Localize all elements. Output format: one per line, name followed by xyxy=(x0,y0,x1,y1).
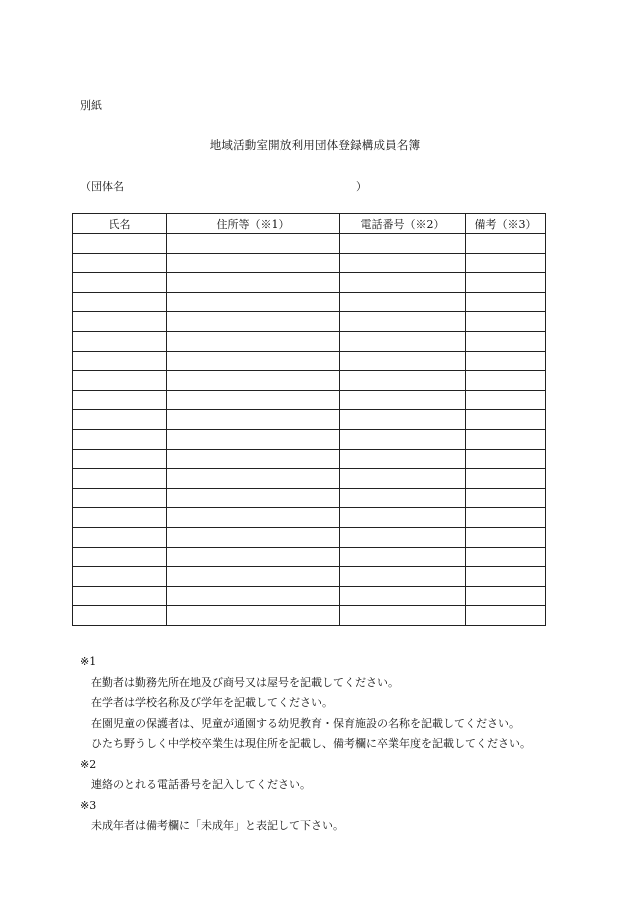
cell-notes[interactable] xyxy=(466,488,546,508)
footnote-text: 連絡のとれる電話番号を記入してください。 xyxy=(91,778,311,791)
table-row xyxy=(73,351,546,371)
cell-notes[interactable] xyxy=(466,292,546,312)
table-body xyxy=(73,234,546,626)
cell-name[interactable] xyxy=(73,488,167,508)
cell-name[interactable] xyxy=(73,273,167,293)
cell-phone[interactable] xyxy=(340,469,466,489)
cell-phone[interactable] xyxy=(340,527,466,547)
cell-notes[interactable] xyxy=(466,429,546,449)
cell-name[interactable] xyxy=(73,547,167,567)
cell-address[interactable] xyxy=(167,390,340,410)
header-name: 氏名 xyxy=(73,214,167,234)
header-phone: 電話番号（※2） xyxy=(340,214,466,234)
table-row xyxy=(73,234,546,254)
table-row xyxy=(73,449,546,469)
cell-address[interactable] xyxy=(167,253,340,273)
cell-name[interactable] xyxy=(73,410,167,430)
table-header-row xyxy=(73,214,546,234)
cell-phone[interactable] xyxy=(340,312,466,332)
cell-notes[interactable] xyxy=(466,469,546,489)
table-row xyxy=(73,527,546,547)
cell-notes[interactable] xyxy=(466,390,546,410)
cell-notes[interactable] xyxy=(466,253,546,273)
cell-phone[interactable] xyxy=(340,273,466,293)
cell-notes[interactable] xyxy=(466,351,546,371)
group-name-close: ） xyxy=(356,180,367,193)
cell-name[interactable] xyxy=(73,234,167,254)
cell-address[interactable] xyxy=(167,351,340,371)
cell-notes[interactable] xyxy=(466,586,546,606)
cell-phone[interactable] xyxy=(340,234,466,254)
cell-phone[interactable] xyxy=(340,331,466,351)
cell-name[interactable] xyxy=(73,312,167,332)
footnotes xyxy=(80,652,580,837)
cell-address[interactable] xyxy=(167,292,340,312)
table-row xyxy=(73,508,546,528)
footnote-mark: ※3 xyxy=(80,798,97,812)
table-row xyxy=(73,586,546,606)
table-row xyxy=(73,469,546,489)
cell-name[interactable] xyxy=(73,527,167,547)
cell-notes[interactable] xyxy=(466,371,546,391)
cell-address[interactable] xyxy=(167,410,340,430)
cell-phone[interactable] xyxy=(340,410,466,430)
cell-phone[interactable] xyxy=(340,508,466,528)
cell-phone[interactable] xyxy=(340,390,466,410)
cell-address[interactable] xyxy=(167,234,340,254)
cell-notes[interactable] xyxy=(466,234,546,254)
cell-phone[interactable] xyxy=(340,586,466,606)
table-row xyxy=(73,488,546,508)
footnote-text: 在園児童の保護者は、児童が通園する幼児教育・保育施設の名称を記載してください。 xyxy=(91,716,520,730)
cell-address[interactable] xyxy=(167,312,340,332)
cell-notes[interactable] xyxy=(466,508,546,528)
cell-name[interactable] xyxy=(73,390,167,410)
cell-notes[interactable] xyxy=(466,410,546,430)
cell-name[interactable] xyxy=(73,371,167,391)
header-address: 住所等（※1） xyxy=(167,214,340,234)
group-name-field xyxy=(80,178,380,194)
table-row xyxy=(73,371,546,391)
cell-phone[interactable] xyxy=(340,449,466,469)
cell-name[interactable] xyxy=(73,331,167,351)
cell-address[interactable] xyxy=(167,606,340,626)
cell-notes[interactable] xyxy=(466,606,546,626)
cell-name[interactable] xyxy=(73,469,167,489)
cell-phone[interactable] xyxy=(340,253,466,273)
cell-name[interactable] xyxy=(73,567,167,587)
cell-phone[interactable] xyxy=(340,567,466,587)
table-row xyxy=(73,606,546,626)
cell-name[interactable] xyxy=(73,351,167,371)
table-row xyxy=(73,273,546,293)
footnote-text: 在勤者は勤務先所在地及び商号又は屋号を記載してください。 xyxy=(91,675,399,689)
cell-name[interactable] xyxy=(73,508,167,528)
cell-address[interactable] xyxy=(167,586,340,606)
cell-phone[interactable] xyxy=(340,488,466,508)
table-row xyxy=(73,253,546,273)
cell-phone[interactable] xyxy=(340,606,466,626)
page-title: 地域活動室開放利用団体登録構成員名簿 xyxy=(209,138,421,152)
table-row xyxy=(73,429,546,449)
cell-notes[interactable] xyxy=(466,567,546,587)
footnote-mark: ※1 xyxy=(80,655,97,668)
cell-address[interactable] xyxy=(167,488,340,508)
table-row xyxy=(73,390,546,410)
cell-notes[interactable] xyxy=(466,273,546,293)
cell-address[interactable] xyxy=(167,508,340,528)
table-row xyxy=(73,292,546,312)
cell-notes[interactable] xyxy=(466,449,546,469)
member-roster-table xyxy=(72,213,546,626)
group-name-label: （団体名 xyxy=(80,180,124,193)
footnote-mark: ※2 xyxy=(80,757,97,771)
header-notes: 備考（※3） xyxy=(466,214,546,234)
cell-name[interactable] xyxy=(73,606,167,626)
cell-name[interactable] xyxy=(73,429,167,449)
cell-name[interactable] xyxy=(73,586,167,606)
cell-phone[interactable] xyxy=(340,429,466,449)
cell-phone[interactable] xyxy=(340,547,466,567)
cell-address[interactable] xyxy=(167,331,340,351)
cell-notes[interactable] xyxy=(466,312,546,332)
cell-address[interactable] xyxy=(167,547,340,567)
cell-address[interactable] xyxy=(167,469,340,489)
cell-name[interactable] xyxy=(73,292,167,312)
table-row xyxy=(73,331,546,351)
cell-phone[interactable] xyxy=(340,351,466,371)
table-row xyxy=(73,312,546,332)
cell-name[interactable] xyxy=(73,449,167,469)
cell-address[interactable] xyxy=(167,273,340,293)
cell-notes[interactable] xyxy=(466,331,546,351)
table-row xyxy=(73,410,546,430)
cell-notes[interactable] xyxy=(466,547,546,567)
cell-address[interactable] xyxy=(167,567,340,587)
cell-phone[interactable] xyxy=(340,371,466,391)
cell-name[interactable] xyxy=(73,253,167,273)
cell-address[interactable] xyxy=(167,371,340,391)
footnote-text: 在学者は学校名称及び学年を記載してください。 xyxy=(91,696,333,709)
footnote-text: ひたち野うしく中学校卒業生は現住所を記載し、備考欄に卒業年度を記載してください。 xyxy=(91,737,531,750)
footnote-text: 未成年者は備考欄に「未成年」と表記して下さい。 xyxy=(91,819,344,832)
attachment-label: 別紙 xyxy=(80,99,102,112)
cell-address[interactable] xyxy=(167,429,340,449)
cell-address[interactable] xyxy=(167,527,340,547)
table-row xyxy=(73,547,546,567)
cell-address[interactable] xyxy=(167,449,340,469)
cell-phone[interactable] xyxy=(340,292,466,312)
table-row xyxy=(73,567,546,587)
cell-notes[interactable] xyxy=(466,527,546,547)
